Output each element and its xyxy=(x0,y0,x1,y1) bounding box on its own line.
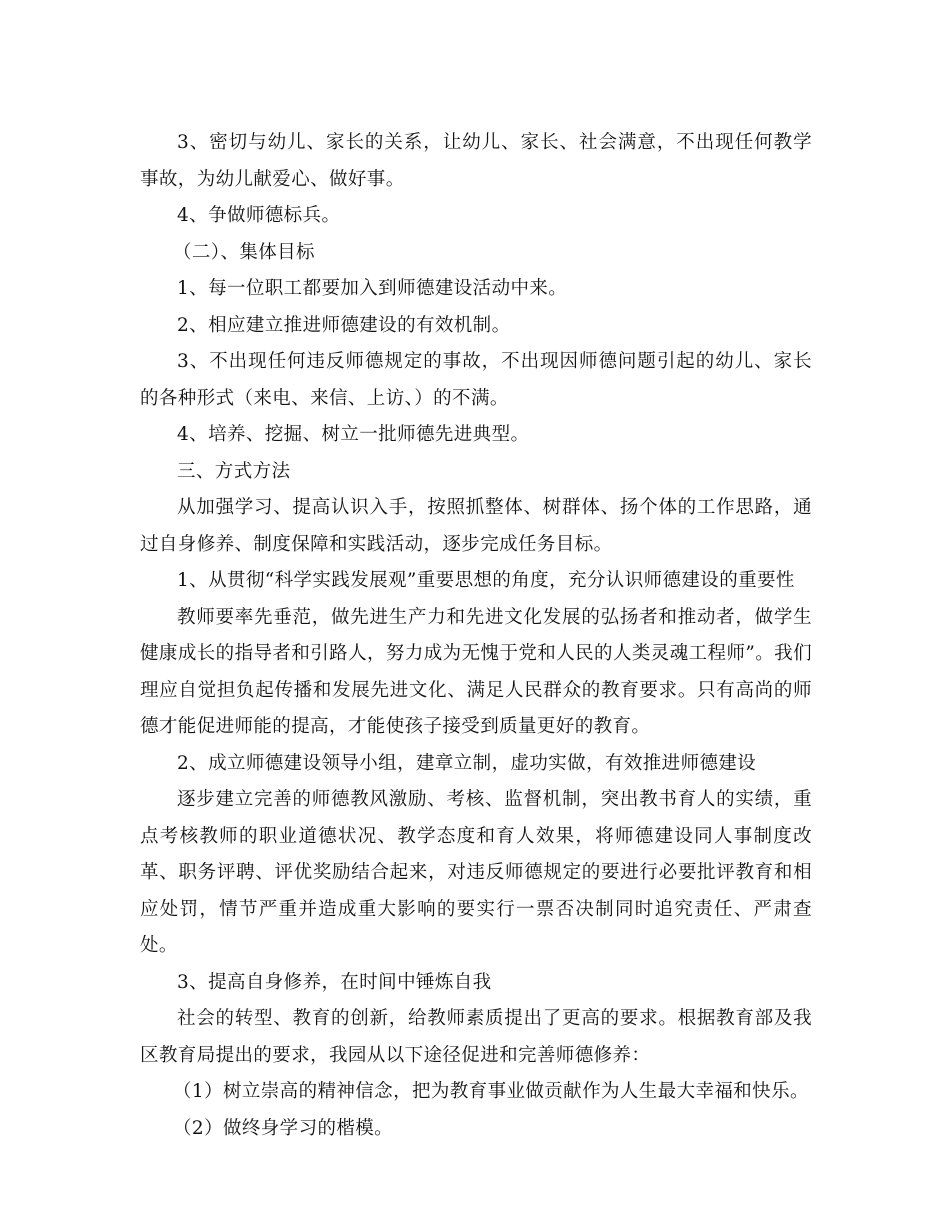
paragraph-method-2-body: 逐步建立完善的师德教风激励、考核、监督机制，突出教书育人的实绩，重点考核教师的职业道德状况、教学态度和育人效果，将师德建设同人事制度改革、职务评聘、评优奖励结合起来，对违反师德规定的要进行必要批评教育和相应处罚，情节严重并造成重大影响的要实行一票否决制同时追究责任、严肃查处。 xyxy=(140,789,812,956)
list-item-2: （2）做终身学习的楷模。 xyxy=(173,1117,394,1139)
paragraph-methods-intro: 从加强学习、提高认识入手，按照抓整体、树群体、扬个体的工作思路，通过自身修养、制度保障和实践活动，逐步完成任务目标。 xyxy=(140,497,812,555)
paragraph-goal-4: 4、争做师德标兵。 xyxy=(177,205,341,226)
document-page xyxy=(140,125,812,1147)
paragraph-collective-3: 3、不出现任何违反师德规定的事故，不出现因师德问题引起的幼儿、家长的各种形式（来电、来信、上访、）的不满。 xyxy=(140,351,812,409)
section-heading-collective-goals: （二）、集体目标 xyxy=(173,241,315,263)
paragraph-method-3-body: 社会的转型、教育的创新，给教师素质提出了更高的要求。根据教育部及我区教育局提出的要求，我园从以下途径促进和完善师德修养： xyxy=(140,1008,812,1066)
subheading-method-2: 2、成立师德建设领导小组，建章立制，虚功实做，有效推进师德建设 xyxy=(177,752,757,774)
list-item-1: （1）树立崇高的精神信念，把为教育事业做贡献作为人生最大幸福和快乐。 xyxy=(173,1081,809,1102)
section-heading-methods: 三、方式方法 xyxy=(177,460,291,482)
subheading-method-1: 1、从贯彻“科学实践发展观”重要思想的角度，充分认识师德建设的重要性 xyxy=(177,570,795,591)
paragraph-collective-2: 2、相应建立推进师德建设的有效机制。 xyxy=(177,314,511,336)
paragraph-collective-1: 1、每一位职工都要加入到师德建设活动中来。 xyxy=(177,278,568,299)
paragraph-collective-4: 4、培养、挖掘、树立一批师德先进典型。 xyxy=(177,424,530,445)
subheading-method-3: 3、提高自身修养，在时间中锤炼自我 xyxy=(177,971,492,993)
paragraph-method-1-body: 教师要率先垂范，做先进生产力和先进文化发展的弘扬者和推动者，做学生健康成长的指导者和引路人，努力成为无愧于党和人民的人类灵魂工程师”。我们理应自觉担负起传播和发展先进文化、满足人民群众的教育要求。只有高尚的师德才能促进师能的提高，才能使孩子接受到质量更好的教育。 xyxy=(140,606,812,737)
paragraph-goal-3: 3、密切与幼儿、家长的关系，让幼儿、家长、社会满意，不出现任何教学事故，为幼儿献爱心、做好事。 xyxy=(140,132,812,190)
